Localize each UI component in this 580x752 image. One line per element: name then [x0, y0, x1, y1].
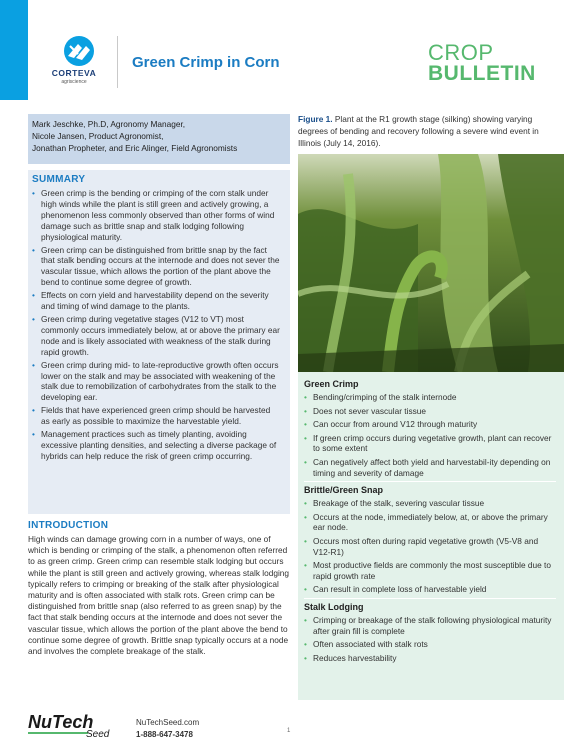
introduction-body: High winds can damage growing corn in a number of ways, one of which is bending or crimping of the stalk, a phenomenon often referred to as green crimp. Green crimp can resemble stalk lodging but occurs while the plant is still green and actively growing, whereas stalk lodging typically refers to crimping or breaking of the stalk after physiological maturity and is often associated with stalk rots. Green crimp can be distinguished from brittle snap (also referred to as green snap) by the fact that stalk bending occurs at the internode and does not sever the vascular tissue, which allows the portion of the plant above the bend to continue some degree of growth. Brittle snap typically occurs at a node and involves the complete breakage of the stalk. — [28, 534, 290, 657]
sidebar-item: • Breakage of the stalk, severing vascular tissue — [304, 498, 556, 509]
sidebar-item: • Most productive fields are commonly the most susceptible due to rapid growth rate — [304, 560, 556, 581]
sidebar-heading: Stalk Lodging — [304, 601, 364, 612]
summary-item: • Green crimp can be distinguished from brittle snap by the fact that stalk bending occurs at the internode and does not sever the vascular tissue, which allows the portion of the plant above the bend to continue some degree of growth. — [32, 245, 280, 289]
corn-field-photo — [298, 154, 564, 372]
summary-item: • Fields that have experienced green crimp should be harvested as early as possible to maximize the harvestable yield. — [32, 405, 280, 427]
summary-list — [32, 188, 280, 462]
sidebar-divider — [304, 481, 556, 482]
summary-item: • Management practices such as timely planting, avoiding excessive planting densities, and selecting a diverse package of hybrids can help reduce the risk of green crimp occurring. — [32, 429, 280, 462]
summary-heading: SUMMARY — [32, 174, 86, 185]
sidebar-item: • Can negatively affect both yield and harvestabil-ity depending on timing and severity of damage — [304, 457, 556, 478]
sidebar-item: • Reduces harvestability — [304, 653, 556, 664]
header-accent-bar — [0, 0, 28, 100]
figure-caption — [298, 114, 564, 149]
document-title: Green Crimp in Corn — [132, 54, 280, 71]
sidebar-heading: Green Crimp — [304, 379, 359, 389]
summary-item: • Green crimp during mid- to late-reproductive growth often occurs lower on the stalk and may be associated with weakening of the stalk due to remobilization of carbohydrates from the stalk to the developing ear. — [32, 360, 280, 404]
comparison-sidebar — [298, 372, 564, 700]
sidebar-item: • Can occur from around V12 through maturity — [304, 419, 556, 430]
sidebar-item: • Often associated with stalk rots — [304, 639, 556, 650]
author-line: Nicole Jansen, Product Agronomist, — [32, 131, 164, 141]
crop-bulletin-word-bulletin: BULLETIN — [428, 62, 536, 85]
summary-item: • Effects on corn yield and harvestability depend on the severity and timing of wind damage to the plants. — [32, 290, 280, 312]
logo-text: CORTEVA — [51, 68, 97, 78]
figure-label: Figure 1. — [298, 114, 333, 124]
sidebar-item: • Bending/crimping of the stalk internode — [304, 392, 556, 403]
sidebar-list — [304, 498, 556, 595]
sidebar-item: • Crimping or breakage of the stalk following physiological maturity after grain fill is complete — [304, 615, 556, 636]
sidebar-heading: Brittle/Green Snap — [304, 485, 384, 496]
header-divider — [117, 36, 118, 88]
page-number: 1 — [287, 728, 291, 734]
sidebar-divider — [304, 598, 556, 599]
summary-item: • Green crimp during vegetative stages (V12 to VT) most commonly occurs immediately below, at or above the primary ear node and is likely associated with weakness of the stalk during rapid growth. — [32, 314, 280, 358]
author-line: Jonathan Propheter, and Eric Alinger, Field Agronomists — [32, 143, 238, 153]
summary-box — [28, 170, 290, 514]
nutech-logo-underline — [28, 732, 88, 734]
nutech-logo-seed: Seed — [86, 729, 110, 740]
footer-website-link[interactable]: NuTechSeed.com — [136, 718, 200, 727]
crop-bulletin-word-crop: CROP — [428, 40, 494, 65]
summary-item: • Green crimp is the bending or crimping of the corn stalk under high winds while the plant is still green and actively growing, a phenomenon less commonly observed than other forms of wind damage such as brittle snap and stalk lodging following physiological maturity. — [32, 188, 280, 243]
sidebar-list — [304, 615, 556, 663]
sidebar-list — [304, 392, 556, 478]
sidebar-item: • Occurs at the node, immediately below, at, or above the primary ear node. — [304, 512, 556, 533]
sidebar-item: • Does not sever vascular tissue — [304, 406, 556, 417]
figure-caption-text: Plant at the R1 growth stage (silking) showing varying degrees of bending and recovery following a severe wind event in Illinois (July 14, 2016). — [298, 114, 539, 148]
author-line: Mark Jeschke, Ph.D, Agronomy Manager, — [32, 119, 186, 129]
footer-phone: 1-888-647-3478 — [136, 730, 193, 739]
sidebar-item: • If green crimp occurs during vegetative growth, plant can recover to some extent — [304, 433, 556, 454]
nutech-logo: NuTech — [28, 712, 94, 732]
sidebar-item: • Can result in complete loss of harvestable yield — [304, 584, 556, 595]
author-box — [28, 114, 290, 164]
logo-subtext: agriscience — [61, 79, 87, 85]
introduction-heading: INTRODUCTION — [28, 520, 109, 531]
sidebar-item: • Occurs most often during rapid vegetative growth (V5-V8 and V12-R1) — [304, 536, 556, 557]
